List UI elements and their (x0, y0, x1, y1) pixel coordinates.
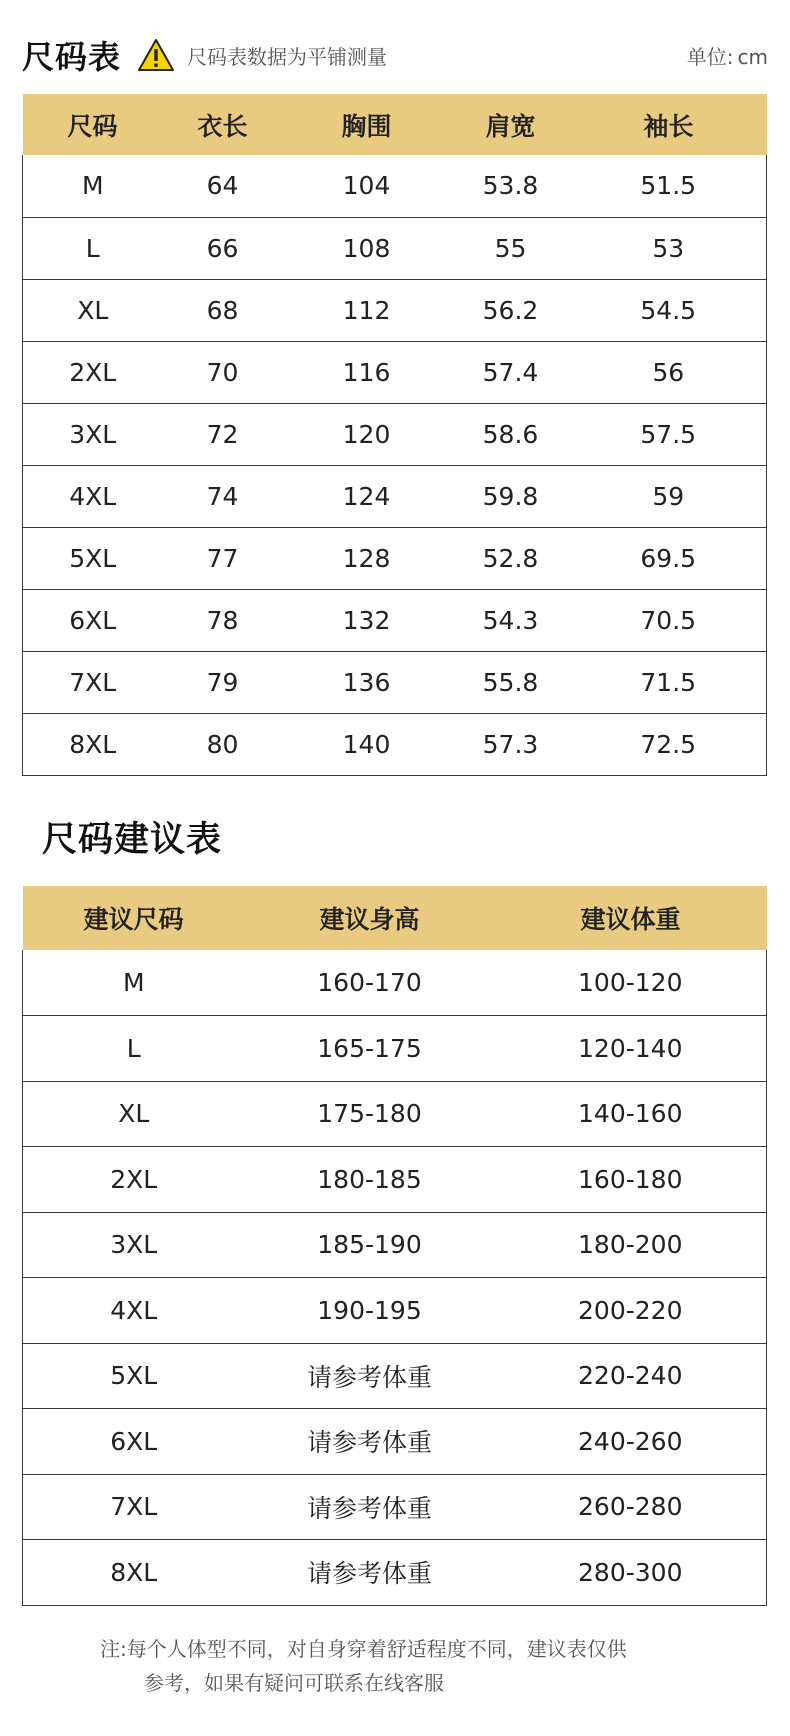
table-cell: 116 (283, 341, 451, 403)
table-cell: 108 (283, 217, 451, 279)
table-row (23, 950, 767, 1016)
table-cell: 79 (163, 651, 283, 713)
table-cell: 165-175 (245, 1016, 495, 1082)
table-row (23, 527, 767, 589)
table-row (23, 1343, 767, 1409)
table-row (23, 713, 767, 775)
table-cell: 64 (163, 155, 283, 217)
table-row (23, 279, 767, 341)
table-cell: 2XL (23, 1147, 245, 1213)
table-cell: M (23, 155, 163, 217)
table-row (23, 1016, 767, 1082)
table-cell: 57.4 (451, 341, 571, 403)
warning-icon (137, 38, 175, 72)
unit-label-text: 单位: (686, 44, 734, 69)
table-cell: 120-140 (495, 1016, 767, 1082)
column-header: 胸围 (283, 94, 451, 155)
table-cell: 72.5 (571, 713, 767, 775)
table-header-row (23, 94, 767, 155)
table-cell: 4XL (23, 465, 163, 527)
table-cell: 57.3 (451, 713, 571, 775)
table-cell: 6XL (23, 589, 163, 651)
table-cell: L (23, 217, 163, 279)
table-cell: 3XL (23, 1212, 245, 1278)
table-cell: 8XL (23, 713, 163, 775)
table-row (23, 341, 767, 403)
table-row (23, 155, 767, 217)
size-chart-title: 尺码表 (22, 38, 122, 76)
table-cell: 58.6 (451, 403, 571, 465)
table-cell: 68 (163, 279, 283, 341)
table-cell: 77 (163, 527, 283, 589)
table-row (23, 1409, 767, 1475)
table-cell: 56 (571, 341, 767, 403)
table-cell: 80 (163, 713, 283, 775)
measurement-note: 尺码表数据为平铺测量 (187, 44, 388, 69)
table-cell: 260-280 (495, 1474, 767, 1540)
table-cell: XL (23, 279, 163, 341)
table-row (23, 1081, 767, 1147)
table-cell: 220-240 (495, 1343, 767, 1409)
table-cell: 请参考体重 (245, 1540, 495, 1606)
table-cell: 140-160 (495, 1081, 767, 1147)
table-row (23, 1474, 767, 1540)
table-cell: 78 (163, 589, 283, 651)
table-cell: 200-220 (495, 1278, 767, 1344)
table-cell: 280-300 (495, 1540, 767, 1606)
table-cell: 59.8 (451, 465, 571, 527)
table-row (23, 589, 767, 651)
table-row (23, 651, 767, 713)
table-cell: 7XL (23, 1474, 245, 1540)
recommendation-table (22, 886, 767, 1606)
table-row (23, 403, 767, 465)
table-cell: 请参考体重 (245, 1343, 495, 1409)
table-cell: 5XL (23, 527, 163, 589)
table-cell: 69.5 (571, 527, 767, 589)
table-cell: 140 (283, 713, 451, 775)
table-row (23, 1212, 767, 1278)
table-row (23, 217, 767, 279)
table-cell: 请参考体重 (245, 1409, 495, 1475)
table-cell: 56.2 (451, 279, 571, 341)
table-cell: 71.5 (571, 651, 767, 713)
table-cell: XL (23, 1081, 245, 1147)
table-cell: 57.5 (571, 403, 767, 465)
table-cell: 112 (283, 279, 451, 341)
table-cell: 52.8 (451, 527, 571, 589)
table-cell: 70 (163, 341, 283, 403)
table-cell: 51.5 (571, 155, 767, 217)
table-cell: 132 (283, 589, 451, 651)
table-cell: 7XL (23, 651, 163, 713)
column-header: 肩宽 (451, 94, 571, 155)
size-chart-header (22, 30, 768, 80)
table-cell: 100-120 (495, 950, 767, 1016)
table-cell: 74 (163, 465, 283, 527)
table-row (23, 1147, 767, 1213)
table-cell: 104 (283, 155, 451, 217)
table-cell: 136 (283, 651, 451, 713)
table-cell: 53.8 (451, 155, 571, 217)
table-cell: 6XL (23, 1409, 245, 1475)
table-cell: 5XL (23, 1343, 245, 1409)
table-cell: 160-170 (245, 950, 495, 1016)
table-header-row (23, 886, 767, 950)
table-cell: 8XL (23, 1540, 245, 1606)
table-cell: 4XL (23, 1278, 245, 1344)
column-header: 袖长 (571, 94, 767, 155)
footnote-line-2: 参考，如果有疑问可联系在线客服 (144, 1671, 444, 1695)
table-cell: 54.3 (451, 589, 571, 651)
column-header: 尺码 (23, 94, 163, 155)
table-cell: 55.8 (451, 651, 571, 713)
table-cell: 190-195 (245, 1278, 495, 1344)
footnote-line-1: 注:每个人体型不同，对自身穿着舒适程度不同，建议表仅供 (100, 1637, 627, 1661)
unit-value: cm (737, 44, 768, 69)
footnote (100, 1632, 720, 1700)
column-header: 建议体重 (495, 886, 767, 950)
size-chart-table (22, 94, 767, 776)
table-cell: 180-200 (495, 1212, 767, 1278)
table-row (23, 1540, 767, 1606)
table-row (23, 465, 767, 527)
table-cell: 175-180 (245, 1081, 495, 1147)
table-cell: 124 (283, 465, 451, 527)
table-cell: 240-260 (495, 1409, 767, 1475)
table-cell: L (23, 1016, 245, 1082)
table-cell: 70.5 (571, 589, 767, 651)
table-cell: 请参考体重 (245, 1474, 495, 1540)
table-cell: 2XL (23, 341, 163, 403)
table-cell: 160-180 (495, 1147, 767, 1213)
unit-label (687, 41, 768, 70)
column-header: 衣长 (163, 94, 283, 155)
column-header: 建议尺码 (23, 886, 245, 950)
table-cell: 180-185 (245, 1147, 495, 1213)
recommendation-title: 尺码建议表 (42, 820, 223, 860)
table-cell: M (23, 950, 245, 1016)
column-header: 建议身高 (245, 886, 495, 950)
table-cell: 54.5 (571, 279, 767, 341)
table-cell: 59 (571, 465, 767, 527)
table-cell: 66 (163, 217, 283, 279)
table-cell: 120 (283, 403, 451, 465)
table-cell: 53 (571, 217, 767, 279)
table-cell: 128 (283, 527, 451, 589)
table-row (23, 1278, 767, 1344)
table-cell: 185-190 (245, 1212, 495, 1278)
table-cell: 55 (451, 217, 571, 279)
table-cell: 72 (163, 403, 283, 465)
table-cell: 3XL (23, 403, 163, 465)
